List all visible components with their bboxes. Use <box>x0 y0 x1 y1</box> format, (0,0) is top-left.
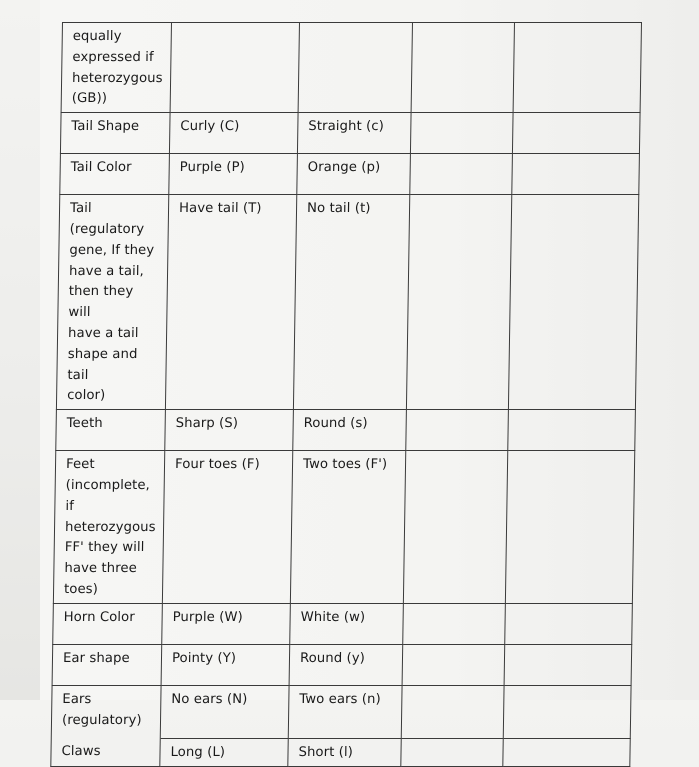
empty-cell <box>410 154 513 195</box>
trait-cell <box>60 154 170 195</box>
table-row <box>60 154 640 195</box>
empty-cell <box>512 113 640 154</box>
recessive-cell: Short (l) <box>288 738 401 766</box>
trait-line: equally <box>72 29 122 44</box>
trait-line: FF' they will <box>64 540 145 556</box>
trait-cell <box>52 644 162 685</box>
trait-line: toes) <box>63 581 99 597</box>
trait-cell <box>56 410 166 451</box>
empty-cell <box>401 685 504 738</box>
empty-cell <box>512 154 640 195</box>
table-row <box>51 685 631 738</box>
trait-line: (regulatory) <box>61 712 142 728</box>
dominant-cell: Sharp (S) <box>165 410 294 451</box>
trait-line: Ears <box>62 691 92 707</box>
trait-line: gene, If they <box>69 242 155 258</box>
trait-line: then they will <box>68 284 134 321</box>
table-row <box>52 644 632 685</box>
empty-cell <box>505 603 633 644</box>
dominant-cell: Four toes (F) <box>162 451 292 604</box>
recessive-cell: White (w) <box>290 603 404 644</box>
trait-line: Tail Color <box>70 160 132 176</box>
empty-cell <box>503 685 631 738</box>
table-row <box>53 603 633 644</box>
recessive-cell: Orange (p) <box>297 154 411 195</box>
trait-line: Horn Color <box>63 609 135 625</box>
empty-cell <box>403 451 507 604</box>
trait-line: Claws <box>61 744 101 760</box>
empty-cell <box>505 451 634 604</box>
empty-cell <box>410 113 513 154</box>
trait-line: Teeth <box>66 416 103 432</box>
empty-cell <box>403 603 506 644</box>
empty-cell <box>411 23 514 113</box>
recessive-cell: No tail (t) <box>293 195 409 410</box>
trait-line: Tail <box>69 201 92 217</box>
empty-cell <box>406 195 511 410</box>
empty-cell <box>402 644 505 685</box>
trait-line: (regulatory <box>69 221 145 237</box>
trait-cell <box>51 738 160 766</box>
recessive-cell <box>298 23 412 113</box>
dominant-cell: Purple (W) <box>162 603 291 644</box>
trait-line: heterozygous <box>64 519 156 535</box>
trait-cell <box>53 451 164 604</box>
trait-line: Tail Shape <box>71 119 140 135</box>
empty-cell <box>513 23 641 113</box>
empty-cell <box>504 644 632 685</box>
trait-line: (GB)) <box>71 91 108 107</box>
dominant-cell <box>170 23 299 113</box>
trait-cell <box>51 685 161 738</box>
dominant-cell: No ears (N) <box>160 685 289 738</box>
trait-line: color) <box>67 388 106 404</box>
traits-table <box>50 22 642 767</box>
empty-cell <box>406 410 509 451</box>
dominant-cell: Pointy (Y) <box>161 644 290 685</box>
table-row <box>53 451 634 604</box>
trait-line: Ear shape <box>62 650 130 666</box>
recessive-cell: Round (s) <box>293 410 407 451</box>
table-row <box>61 23 641 113</box>
trait-line: heterozygous <box>72 70 163 86</box>
table-row <box>56 195 638 410</box>
empty-cell <box>508 410 636 451</box>
dominant-cell: Long (L) <box>160 738 288 766</box>
trait-line: (incomplete, if <box>65 477 150 514</box>
trait-line: have three <box>64 561 137 577</box>
trait-line: have a tail, <box>68 263 145 279</box>
table-row <box>60 113 640 154</box>
trait-line: expressed if <box>72 49 154 65</box>
empty-cell <box>508 195 638 410</box>
trait-cell <box>61 23 171 113</box>
empty-cell <box>503 738 630 766</box>
recessive-cell: Round (y) <box>289 644 403 685</box>
recessive-cell: Straight (c) <box>297 113 411 154</box>
trait-line: have a tail <box>67 325 139 341</box>
recessive-cell: Two ears (n) <box>288 685 402 738</box>
trait-line: shape and tail <box>67 346 138 383</box>
recessive-cell: Two toes (F') <box>290 451 405 604</box>
dominant-cell: Purple (P) <box>169 154 298 195</box>
dominant-cell: Have tail (T) <box>165 195 296 410</box>
trait-cell <box>60 113 170 154</box>
trait-cell <box>56 195 168 410</box>
trait-cell <box>53 603 163 644</box>
trait-line: Feet <box>65 457 95 473</box>
empty-cell <box>401 738 503 766</box>
table-row <box>56 410 636 451</box>
dominant-cell: Curly (C) <box>169 113 298 154</box>
table-row <box>51 738 630 766</box>
